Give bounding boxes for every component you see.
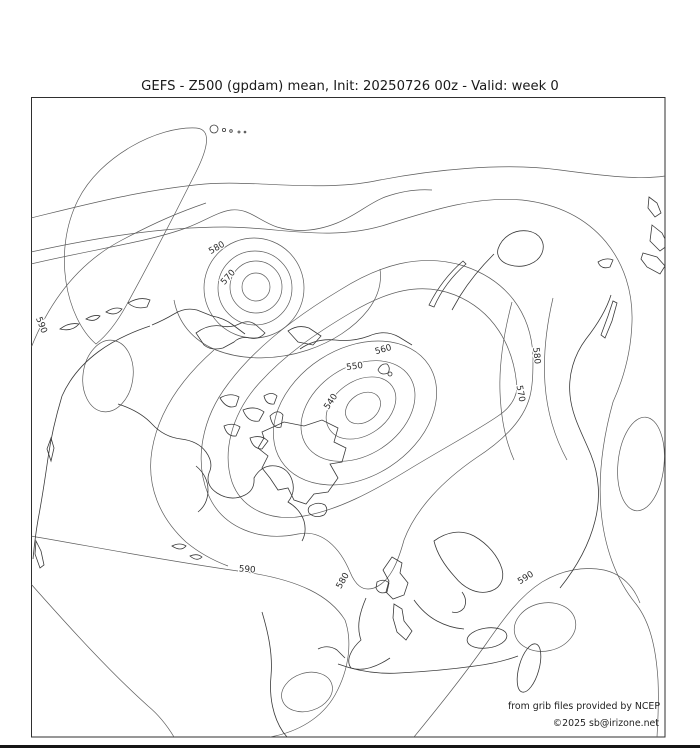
contour-west-arc [151,350,228,566]
coast-baja [35,541,44,568]
contour-labels [33,240,542,591]
contour-high-cell-pacific [78,337,138,415]
coast-italy [393,604,412,640]
coast-east-asia [560,295,611,588]
contour-label: 580 [207,239,227,257]
coast-alaska [152,309,245,334]
coast-morocco [318,647,345,658]
contour-east-corridor-inner [500,302,514,460]
coast-svalbard [378,364,392,376]
coast-seward [288,327,321,345]
contour-label: 540 [322,392,341,412]
coast-sakhalin [601,301,617,338]
contour-bering-ring [230,261,282,313]
coast-iberia-france [349,598,390,669]
contour-label: 580 [530,346,542,365]
coast-scandinavia [434,532,503,592]
coast-hawaii [210,125,246,133]
coast-baltic [452,592,466,613]
contour-label: 570 [219,268,238,288]
coast-uk [383,557,408,599]
map-title: GEFS - Z500 (gpdam) mean, Init: 20250726 00z - Valid: week 0 [141,79,559,94]
coast-balkans [414,600,464,629]
contour-bering-ring [204,238,304,338]
coast-great-lakes [172,544,202,559]
contour-label: 550 [345,360,364,374]
contour-label: 590 [238,564,256,576]
contour-label: 590 [516,569,536,587]
contour-polar-ring-560 [246,311,463,514]
contour-bering-ring [242,273,270,301]
contour-label: 590 [33,315,49,335]
coast-black-sea [466,625,508,650]
map-frame [32,98,666,738]
coast-novaya-zemlya [429,261,466,307]
contour-bering-ring [218,251,292,325]
coast-iceland [308,503,327,516]
contour-pacific-ridge-loop [64,128,206,344]
contour-label: 560 [373,342,393,358]
credit-line: from grib files provided by NCEP [507,701,660,712]
contour-label: 580 [334,571,352,591]
contour-590-southwest-arc [31,584,174,737]
coast-ireland [376,580,389,593]
coast-kamchatka [498,231,544,267]
contour-high-cell-asia [613,415,669,513]
coast-kamchatka-tail [452,254,494,310]
contour-cell-atlantic [276,666,337,718]
contour-polar-ring [339,386,386,431]
contour-high-cell-caspian [510,597,581,657]
contour-polar-ring-570 [228,289,517,518]
contour-lines [31,128,669,737]
contour-top-wave [31,167,665,218]
coast-aleutians [60,299,150,330]
contour-second-wave [31,199,658,737]
coast-na-west [33,396,62,559]
contour-east-corridor-outer [544,298,567,460]
copyright-line: ©2025 sb@irizone.net [552,718,659,729]
coast-japan [598,197,668,274]
coast-us-east [262,612,287,737]
contour-590-west [31,203,206,348]
coast-na-northwest [62,326,150,396]
contour-polar-ring-580 [201,260,533,589]
coast-north-africa [338,656,518,673]
coast-greenland [258,420,346,504]
contour-label: 570 [513,384,527,403]
coast-canada-north [118,404,305,541]
